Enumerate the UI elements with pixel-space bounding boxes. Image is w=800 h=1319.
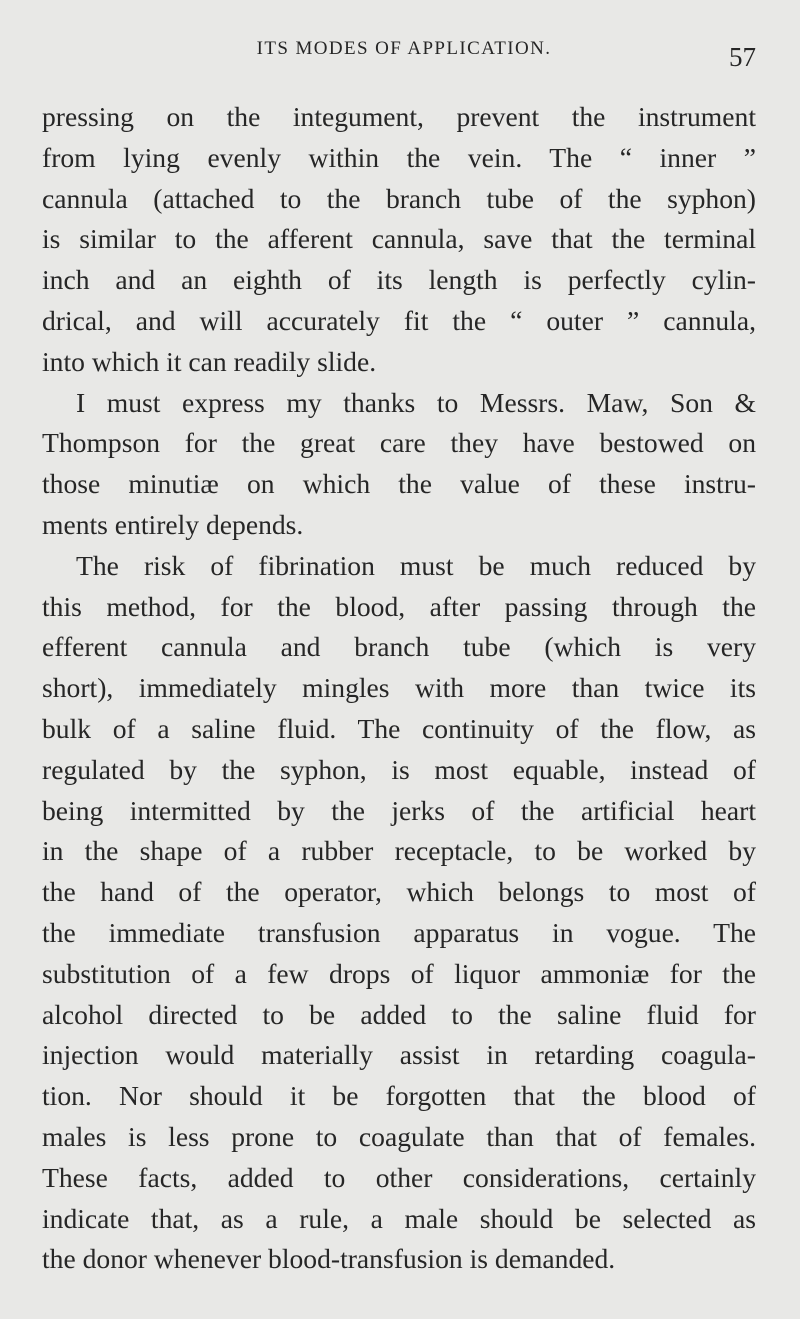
- paragraph-1: [42, 97, 756, 383]
- text-line: cannula (attached to the branch tube of the syphon): [42, 182, 756, 214]
- page-number: 57: [729, 42, 756, 72]
- text-line: the donor whenever blood-transfusion is demanded.: [42, 1243, 616, 1275]
- text-line: the immediate transfusion apparatus in vogue. The: [42, 916, 756, 948]
- text-line: into which it can readily slide.: [42, 345, 377, 377]
- text-line: indicate that, as a rule, a male should be selected as: [42, 1202, 756, 1234]
- text-line: substitution of a few drops of liquor ammoniæ for the: [42, 957, 756, 989]
- text-line: drical, and will accurately fit the “ outer ” cannula,: [42, 304, 756, 336]
- text-line: inch and an eighth of its length is perfectly cylin-: [42, 264, 756, 296]
- running-head-title: ITS MODES OF APPLICATION.: [256, 38, 552, 59]
- text-line: These facts, added to other considerations, certainly: [42, 1161, 756, 1193]
- text-line: I must express my thanks to Messrs. Maw, Son &: [76, 386, 756, 418]
- running-head: [42, 38, 756, 78]
- text-line: this method, for the blood, after passing through the: [42, 590, 756, 622]
- text-line: pressing on the integument, prevent the instrument: [42, 101, 756, 132]
- text-line: The risk of fibrination must be much reduced by: [76, 549, 756, 581]
- text-line: Thompson for the great care they have bestowed on: [42, 427, 756, 459]
- text-line: alcohol directed to be added to the saline fluid for: [42, 998, 756, 1030]
- text-line: efferent cannula and branch tube (which is very: [42, 631, 756, 663]
- paragraph-2: [42, 383, 756, 546]
- text-line: tion. Nor should it be forgotten that the blood of: [42, 1080, 756, 1112]
- text-line: those minutiæ on which the value of these instru-: [42, 468, 756, 500]
- text-line: the hand of the operator, which belongs to most of: [42, 876, 756, 908]
- paragraph-3: [42, 546, 756, 1280]
- text-line: short), immediately mingles with more than twice its: [42, 672, 756, 704]
- text-line: males is less prone to coagulate than that of females.: [42, 1120, 756, 1152]
- text-line: in the shape of a rubber receptacle, to be worked by: [42, 835, 756, 867]
- text-line: being intermitted by the jerks of the artificial heart: [42, 794, 756, 826]
- text-line: from lying evenly within the vein. The “ inner ”: [42, 141, 756, 173]
- text-line: injection would materially assist in retarding coagula-: [42, 1039, 756, 1071]
- body-text: [42, 97, 756, 1280]
- text-line: regulated by the syphon, is most equable, instead of: [42, 753, 756, 785]
- text-line: bulk of a saline fluid. The continuity of the flow, as: [42, 712, 756, 744]
- text-line: ments entirely depends.: [42, 508, 304, 540]
- text-line: is similar to the afferent cannula, save that the terminal: [42, 223, 756, 255]
